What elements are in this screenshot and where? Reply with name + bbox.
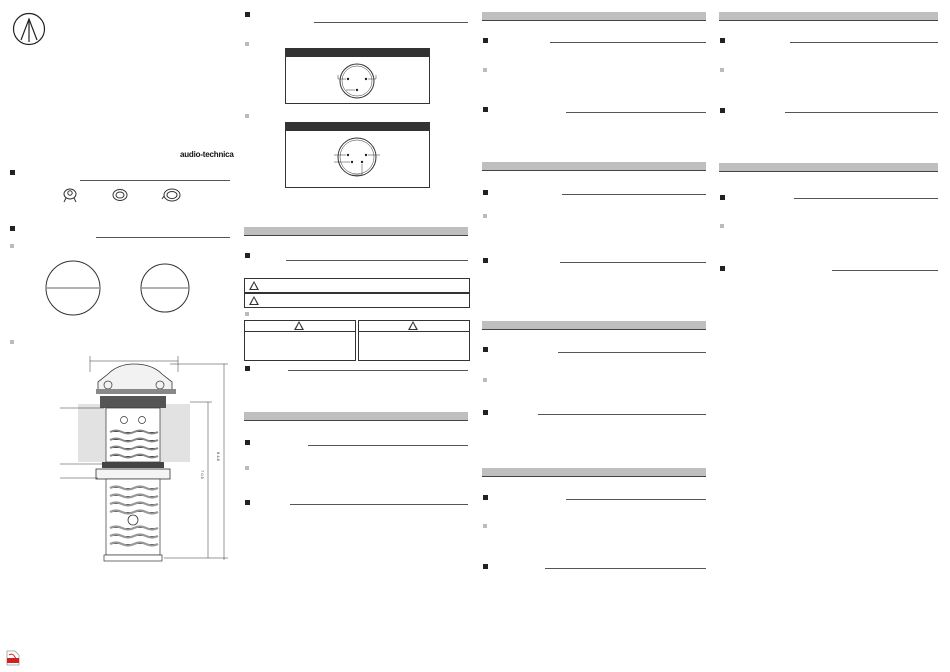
section-rule (832, 270, 938, 271)
sub-bullet (720, 224, 724, 228)
section-rule (96, 237, 230, 238)
dimension-label: 7 0.5 (200, 470, 205, 479)
section-header-bar (719, 12, 938, 21)
sub-bullet (483, 378, 487, 382)
section-rule (288, 370, 468, 371)
section-bullet (245, 440, 250, 445)
section-bullet (245, 12, 250, 17)
sub-bullet (245, 466, 249, 470)
section-rule (286, 260, 468, 261)
section-bullet (720, 108, 725, 113)
mounting-hole-diagram (40, 258, 200, 318)
section-rule (794, 198, 938, 199)
section-rule (790, 42, 938, 43)
section-bullet (245, 253, 250, 258)
section-rule (566, 499, 706, 500)
dimension-label: 8 4.8 (216, 452, 221, 461)
sub-bullet (245, 114, 249, 118)
warning-box (244, 320, 356, 361)
section-header-bar (482, 162, 706, 171)
warning-triangle-icon (249, 281, 259, 290)
section-bullet (483, 107, 488, 112)
section-bullet (245, 366, 250, 371)
section-bullet (483, 347, 488, 352)
caution-triangle-icon (408, 321, 418, 330)
section-bullet (483, 564, 488, 569)
connector-box-4pin (285, 122, 430, 188)
brand-logo (12, 12, 46, 46)
section-rule (314, 22, 468, 23)
section-bullet (10, 226, 15, 231)
sub-bullet (483, 214, 487, 218)
section-rule (566, 112, 706, 113)
sub-bullet (483, 524, 487, 528)
accessory-icons (60, 186, 190, 206)
section-rule (80, 180, 230, 181)
section-header-bar (244, 227, 468, 236)
section-header-bar (482, 321, 706, 330)
section-bullet (483, 410, 488, 415)
audio-technica-logo-icon (12, 12, 46, 46)
section-rule (538, 414, 706, 415)
caution-box (358, 320, 470, 361)
section-bullet (10, 170, 15, 175)
pdf-icon[interactable] (6, 650, 20, 666)
section-bullet (483, 495, 488, 500)
section-header-bar (244, 412, 468, 421)
section-bullet (720, 266, 725, 271)
section-bullet (720, 195, 725, 200)
section-bullet (483, 190, 488, 195)
section-rule (545, 568, 706, 569)
nut-icon (162, 189, 180, 201)
section-header-bar (719, 163, 938, 172)
section-bullet (483, 38, 488, 43)
section-rule (550, 42, 706, 43)
section-bullet (483, 258, 488, 263)
sub-bullet (245, 312, 249, 316)
section-rule (290, 504, 468, 505)
section-rule (785, 112, 938, 113)
section-bullet (720, 38, 725, 43)
warning-triangle-icon (294, 321, 304, 330)
ring-icon (113, 190, 127, 201)
sub-bullet (720, 68, 724, 72)
holder-icon (64, 189, 76, 202)
connector-box-3pin (285, 48, 430, 104)
section-bullet (245, 500, 250, 505)
sub-bullet (10, 244, 14, 248)
installation-diagram (60, 352, 230, 572)
sub-bullet (483, 68, 487, 72)
section-header-bar (482, 12, 706, 21)
caution-row (244, 293, 470, 308)
section-rule (560, 262, 706, 263)
xlr-4pin-icon (286, 131, 429, 187)
section-rule (562, 194, 706, 195)
caution-triangle-icon (249, 296, 259, 305)
warning-row (244, 278, 470, 293)
brand-wordmark: audio-technica (180, 150, 234, 159)
section-rule (558, 352, 706, 353)
sub-bullet (245, 42, 249, 46)
xlr-3pin-icon (286, 57, 429, 103)
section-header-bar (482, 468, 706, 477)
section-rule (308, 445, 468, 446)
sub-bullet (10, 340, 14, 344)
